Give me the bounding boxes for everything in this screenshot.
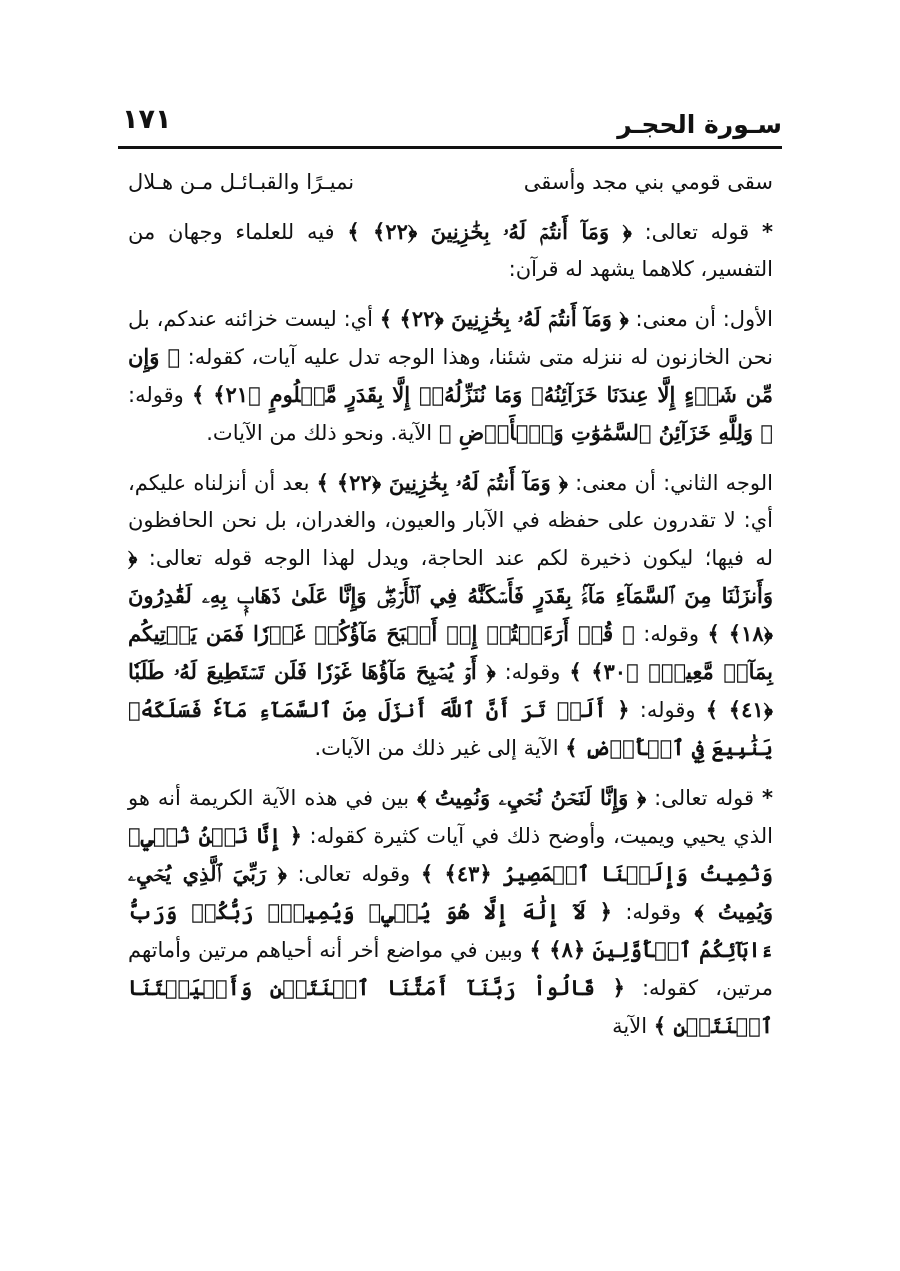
paragraph-text: بين في هذه الآية الكريمة أنه هو الذي يحيي ويميت، وأوضح ذلك في آيات كثيرة كقوله: <box>128 786 773 848</box>
verse-second-hemistich: نميـرًا والقبـائـل مـن هـلال <box>128 170 355 194</box>
section-star: * <box>762 786 773 810</box>
paragraph-text: وقوله تعالى: <box>297 862 411 886</box>
paragraph-text: الآية. ونحو ذلك من الآيات. <box>206 421 433 445</box>
quran-quote: ﴿ وَإِن مِّن شَيۡءٍ إِلَّا عِندَنَا خَزَآئِنُهُۥ وَمَا نُنَزِّلُهُۥٓ إِلَّا بِقَدَرٍ مَّعۡلُومٍ ﴿٢١﴾ ﴾ <box>128 344 773 407</box>
paragraph-text: فيه للعلماء وجهان من التفسير، كلاهما يشهد له قرآن: <box>128 220 773 281</box>
paragraph-first-view <box>128 300 773 452</box>
paragraph-text: أي: ليست خزائنه عندكم، بل نحن الخازنون له ننزله متى شئنا، وهذا الوجه تدل عليه آيات، كقوله: <box>128 307 773 369</box>
poetry-verse <box>128 164 773 201</box>
paragraph-text: وبين في مواضع أخر أنه أحياهم مرتين وأماتهم مرتين، كقوله: <box>128 938 773 1000</box>
quran-quote: ﴿ وَمَآ أَنتُمۡ لَهُۥ بِخَٰزِنِينَ ﴿٢٢﴾ ﴾ <box>347 219 632 244</box>
quran-quote: ﴿ لَآ إِلَٰهَ إِلَّا هُوَ يُحۡيِۦ وَيُمِيتُۖ رَبُّكُمۡ وَرَبُّ ءَابَآئِكُمُ ٱلۡأَوَّلِينَ ﴿٨﴾ ﴾ <box>128 899 773 962</box>
page-number: ١٧١ <box>122 104 172 135</box>
paragraph-text: وقوله: <box>639 698 696 722</box>
paragraph-text: الآية إلى غير ذلك من الآيات. <box>314 736 559 760</box>
verse-first-hemistich: سقى قومي بني مجد وأسقى <box>523 170 773 194</box>
paragraph-text: بعد أن أنزلناه عليكم، أي: لا تقدرون على حفظه في الآبار والعيون، والغدران، بل نحن الحافظون له فيها؛ ليكون ذخيرة لكم عند الحاجة، ويدل لهذا الوجه قوله تعالى: <box>128 471 773 570</box>
quran-quote: ﴿ قَالُواْ رَبَّنَآ أَمَتَّنَا ٱثۡنَتَيۡنِ وَأَحۡيَيۡتَنَا ٱثۡنَتَيۡنِ ﴾ <box>128 975 773 1038</box>
quran-quote: ﴿ أَلَمۡ تَرَ أَنَّ ٱللَّهَ أَنزَلَ مِنَ ٱلسَّمَآءِ مَآءٗ فَسَلَكَهُۥ يَنَٰبِيعَ فِي ٱلۡأَرۡضِ ﴾ <box>128 697 773 760</box>
paragraph-text: الآية <box>612 1014 648 1038</box>
paragraph-text: الوجه الثاني: أن معنى: <box>575 471 773 495</box>
paragraph-commentary-intro <box>128 213 773 288</box>
quran-quote: ﴿ وَمَآ أَنتُمۡ لَهُۥ بِخَٰزِنِينَ ﴿٢٢﴾ ﴾ <box>316 470 568 495</box>
paragraph-text: وقوله: <box>504 660 561 684</box>
quran-quote: ﴿ وَأَنزَلۡنَا مِنَ ٱلسَّمَآءِ مَآءَۢ بِقَدَرٍ فَأَسۡكَنَّٰهُ فِي ٱلۡأَرۡضِۖ وَإِنَّا عَلَىٰ ذَهَابِۭ بِهِۦ لَقَٰدِرُونَ ﴿١٨﴾ ﴾ <box>128 545 773 646</box>
quran-quote: ﴿ وَلِلَّهِ خَزَآئِنُ ٱلسَّمَٰوَٰتِ وَٱلۡأَرۡضِ ﴾ <box>438 420 773 445</box>
section-star: * <box>761 220 773 244</box>
paragraph-text: وقوله: <box>643 622 700 646</box>
quran-quote: ﴿ قُلۡ أَرَءَيۡتُمۡ إِنۡ أَصۡبَحَ مَآؤُكُمۡ غَوۡرٗا فَمَن يَأۡتِيكُم بِمَآءٖ مَّعِينِۭ ﴿٣٠﴾ ﴾ <box>128 621 773 684</box>
quran-quote: ﴿ وَمَآ أَنتُمۡ لَهُۥ بِخَٰزِنِينَ ﴿٢٢﴾ ﴾ <box>379 306 629 331</box>
quran-quote: ﴿ رَبِّيَ ٱلَّذِي يُحۡيِۦ وَيُمِيتُ ﴾ <box>128 861 773 924</box>
paragraph-life-death <box>128 779 773 1045</box>
quran-quote: ﴿ إِنَّا نَحۡنُ نُحۡيِۦ وَنُمِيتُ وَإِلَيۡنَا ٱلۡمَصِيرُ ﴿٤٣﴾ ﴾ <box>128 823 773 886</box>
surah-title: سـورة الحجـر <box>617 110 782 139</box>
quran-quote: ﴿ أَوۡ يُصۡبِحَ مَآؤُهَا غَوۡرٗا فَلَن تَسۡتَطِيعَ لَهُۥ طَلَبٗا ﴿٤١﴾ ﴾ <box>128 659 773 722</box>
paragraph-text: وقوله: <box>625 900 682 924</box>
section-intro: قوله تعالى: <box>644 220 750 244</box>
paragraph-text: الأول: أن معنى: <box>635 307 774 331</box>
quran-quote: ﴿ وَإِنَّا لَنَحۡنُ نُحۡيِۦ وَنُمِيتُ ﴾ <box>417 785 647 810</box>
paragraph-text: قوله تعالى: <box>654 786 755 810</box>
page-body <box>128 164 773 1057</box>
paragraph-second-view <box>128 464 773 767</box>
header-rule <box>118 146 782 149</box>
page-header <box>118 104 782 144</box>
paragraph-text: وقوله: <box>128 383 184 407</box>
